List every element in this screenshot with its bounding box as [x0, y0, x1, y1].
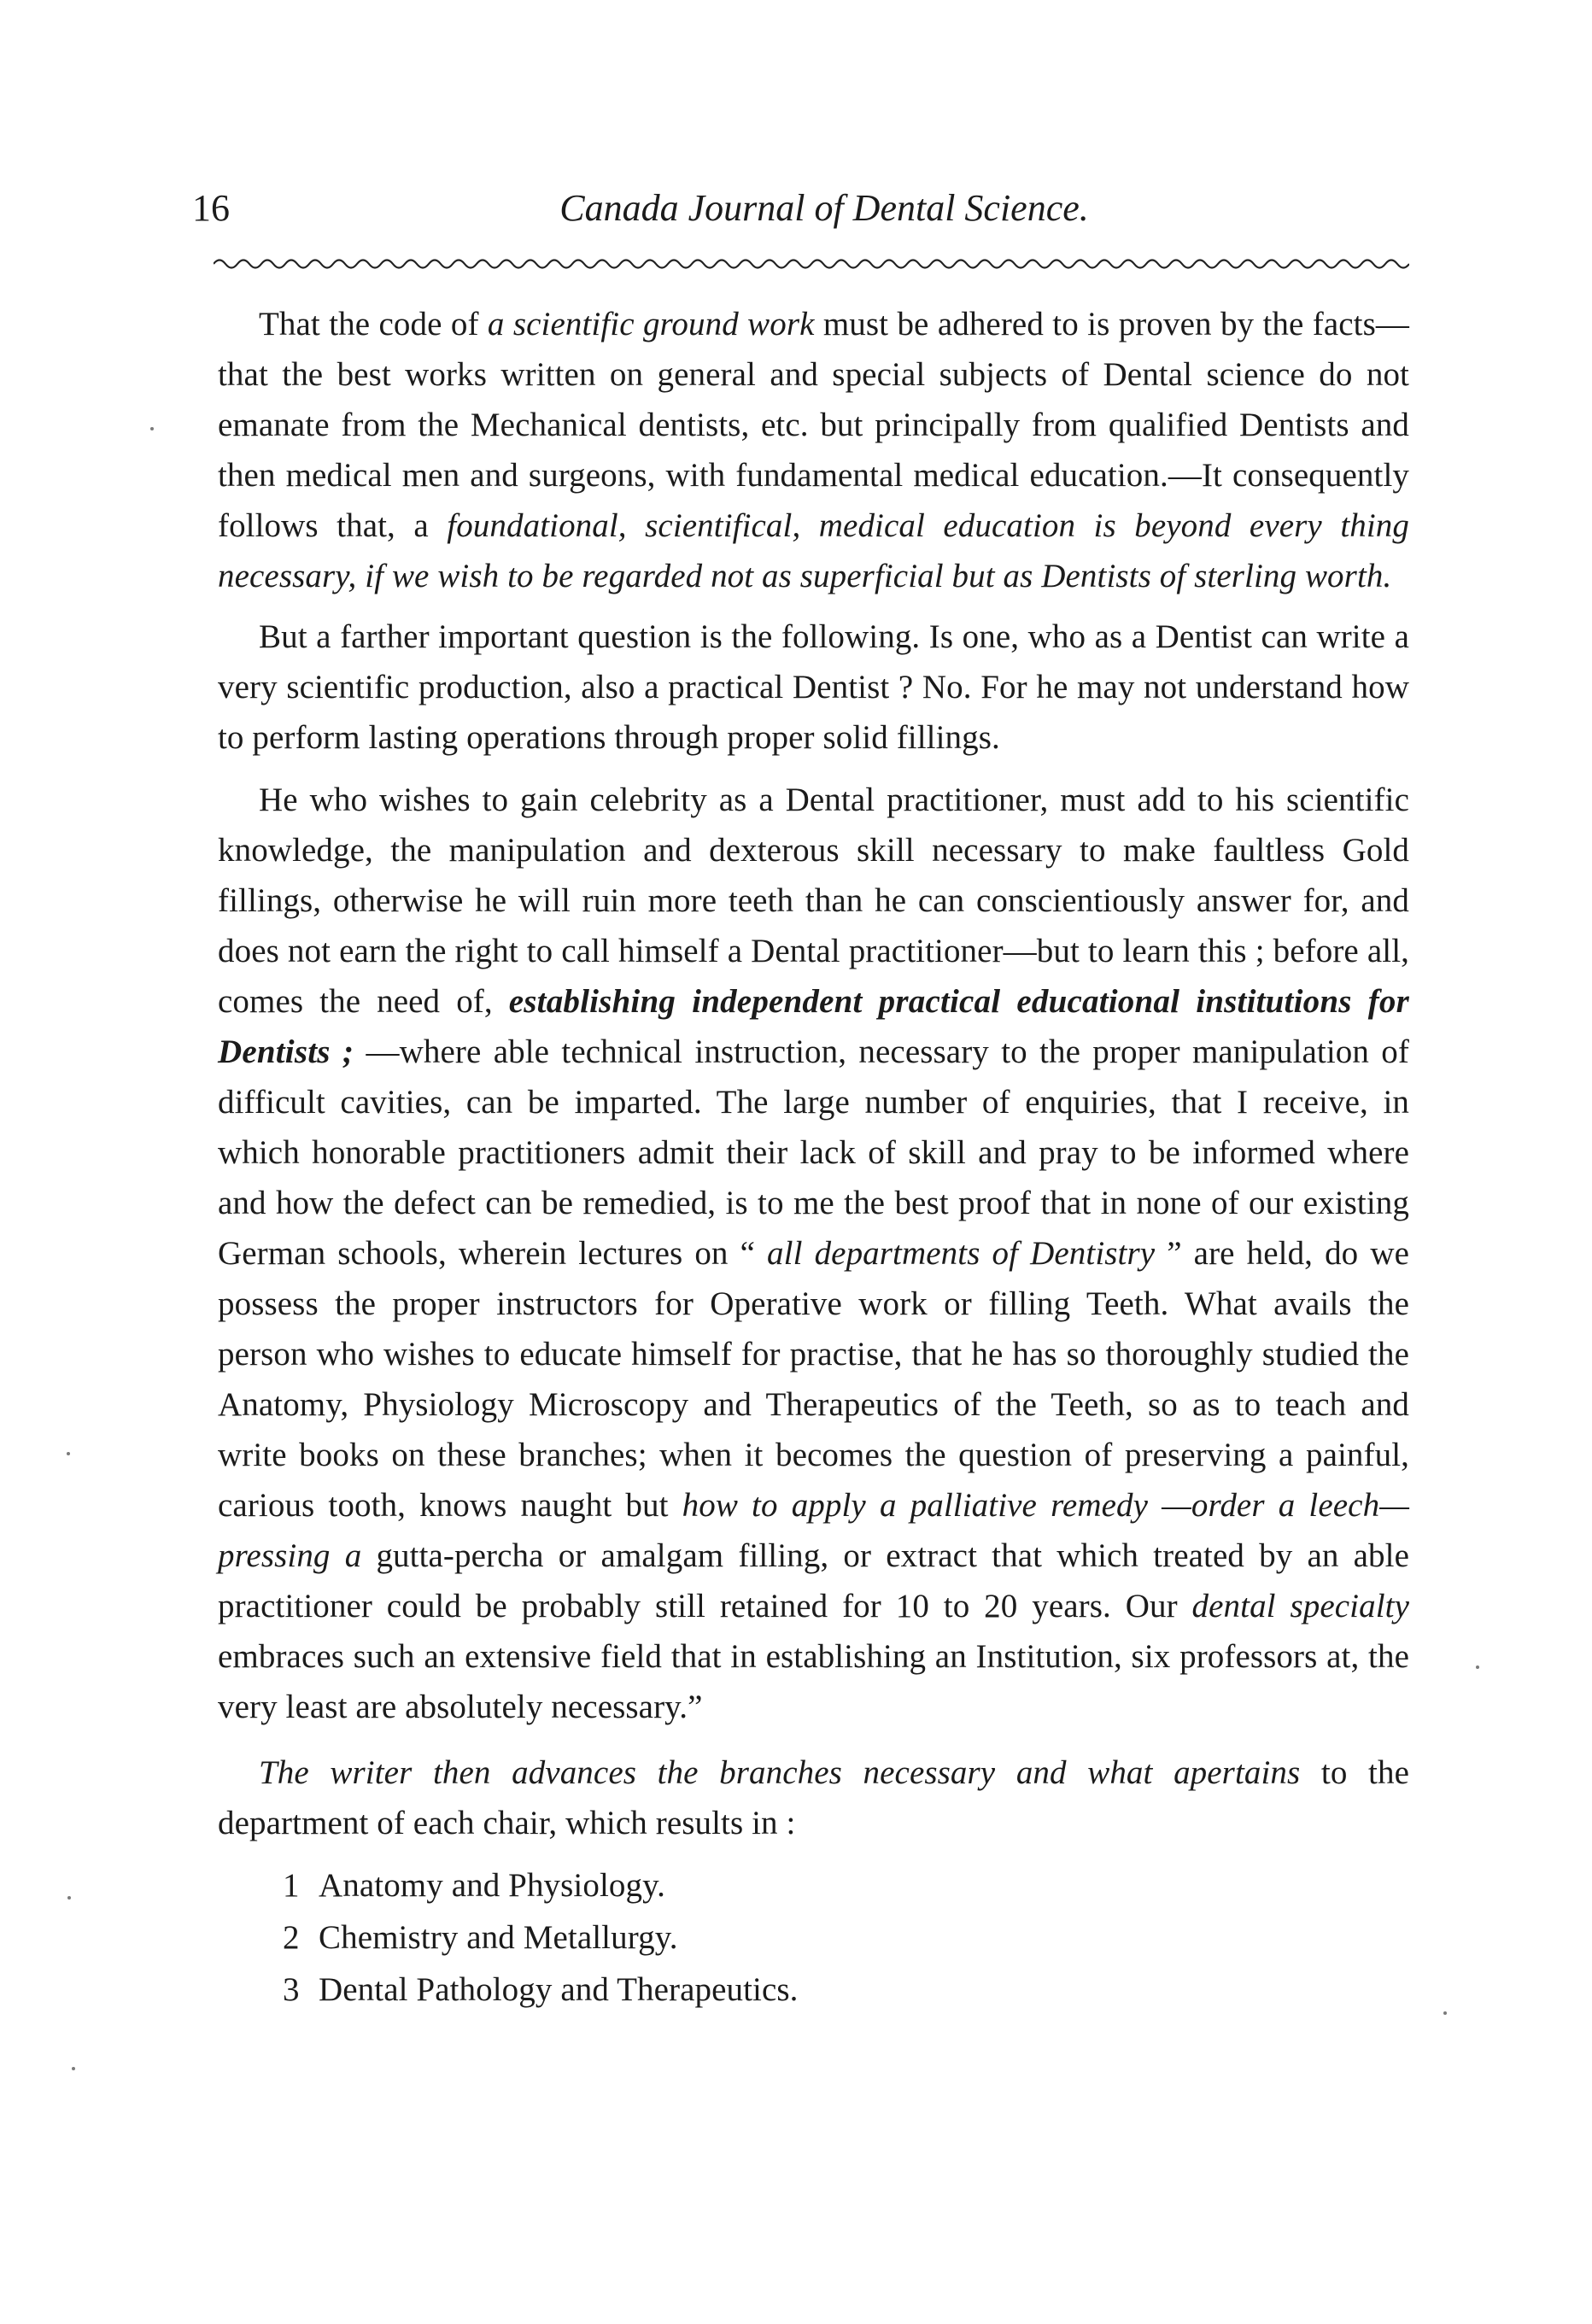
list-item-text: Chemistry and Metallurgy.: [319, 1919, 678, 1956]
list-item: [283, 1860, 1409, 1911]
paragraph-2: But a farther important question is the following. Is one, who as a Dentist can write a very scientific production, also a practical Dentist ? No. For he may not understand how to perform lasting operations through proper solid fillings.: [218, 618, 1409, 756]
paragraph-1-text-a: That the code of: [259, 306, 488, 342]
page-header: [192, 186, 1405, 237]
paragraph-1-text-b: must be adhered to is proven by the facts—that the best works written on general and special subjects of Dental science do not emanate from the Mechanical dentists, etc. but principally from qualified Dentists and then medical men and surgeons, with fundamental medical education.—It consequently follows that, a: [218, 306, 1409, 544]
article-body: [218, 299, 1409, 2017]
paragraph-3-text-a: He who wishes to gain celebrity as a Dental practitioner, must add to his scientific knowledge, the manipulation and dexterous skill necessary to make faultless Gold fillings, otherwise he will ruin more teeth than he can conscientiously answer for, and does not earn the right to call himself a Dental practitioner—but to learn this ; before all, comes the need of,: [218, 781, 1409, 1020]
list-item-text: Dental Pathology and Therapeutics.: [319, 1971, 799, 2008]
paragraph-1: [218, 299, 1409, 601]
list-item-number: 2: [283, 1919, 300, 1956]
scan-speck: [150, 427, 154, 430]
paragraph-3: [218, 775, 1409, 1732]
scan-speck: [67, 1452, 70, 1455]
paragraph-4-text: to the department of each chair, which results in :: [218, 1754, 1409, 1841]
list-item-number: 3: [283, 1971, 300, 2008]
scan-speck: [67, 1896, 71, 1900]
paragraph-3-emphasis-b: how to apply a palliative remedy —order a leech— pressing a: [218, 1487, 1409, 1574]
chairs-list: [283, 1860, 1409, 2015]
running-title: Canada Journal of Dental Science.: [559, 187, 1089, 229]
list-item: [283, 1912, 1409, 1963]
paragraph-3-emphasis-a: all departments of Dentistry: [767, 1235, 1156, 1272]
paragraph-3-text-e: embraces such an extensive field that in establishing an Institution, six professors at, the very least are absolutely necessary.”: [218, 1638, 1409, 1725]
paragraph-4: [218, 1747, 1409, 1848]
paragraph-4-emphasis: The writer then advances the branches necessary and what apertains: [259, 1754, 1301, 1791]
paragraph-3-text-c: ” are held, do we possess the proper instructors for Operative work or filling Teeth. What avails the person who wishes to educate himself for practise, that he has so thoroughly studied the Anatomy, Physiology Microscopy and Therapeutics of the Teeth, so as to teach and write books on these branches; when it becomes the question of preserving a painful, carious tooth, knows naught but: [218, 1235, 1410, 1524]
paragraph-3-text-b: —where able technical instruction, necessary to the proper manipulation of difficult cavities, can be imparted. The large number of enquiries, that I receive, in which honorable practitioners admit their lack of skill and pray to be informed where and how the defect can be remedied, is to me the best proof that in none of our existing German schools, wherein lectures on “: [218, 1033, 1409, 1272]
wavy-rule: [214, 253, 1409, 273]
scan-speck: [72, 2067, 75, 2070]
list-item-number: 1: [283, 1867, 300, 1904]
list-item-text: Anatomy and Physiology.: [319, 1867, 666, 1904]
paragraph-1-emphasis-b: foundational, scientifical, medical education is beyond every thing necessary, if we wish to be regarded not as superficial but as Dentists of sterling worth.: [218, 507, 1409, 594]
paragraph-3-text-d: gutta-percha or amalgam filling, or extract that which treated by an able practitioner could be probably still retained for 10 to 20 years. Our: [218, 1537, 1409, 1624]
page-number: 16: [192, 187, 230, 229]
scan-speck: [1476, 1665, 1479, 1669]
scan-speck: [1443, 2011, 1447, 2015]
paragraph-3-strong-emphasis: establishing independent practical educational institutions for Dentists ;: [218, 983, 1409, 1070]
list-item: [283, 1964, 1409, 2015]
paragraph-1-emphasis-a: a scientific ground work: [487, 306, 815, 342]
paragraph-3-emphasis-c: dental specialty: [1191, 1588, 1409, 1624]
